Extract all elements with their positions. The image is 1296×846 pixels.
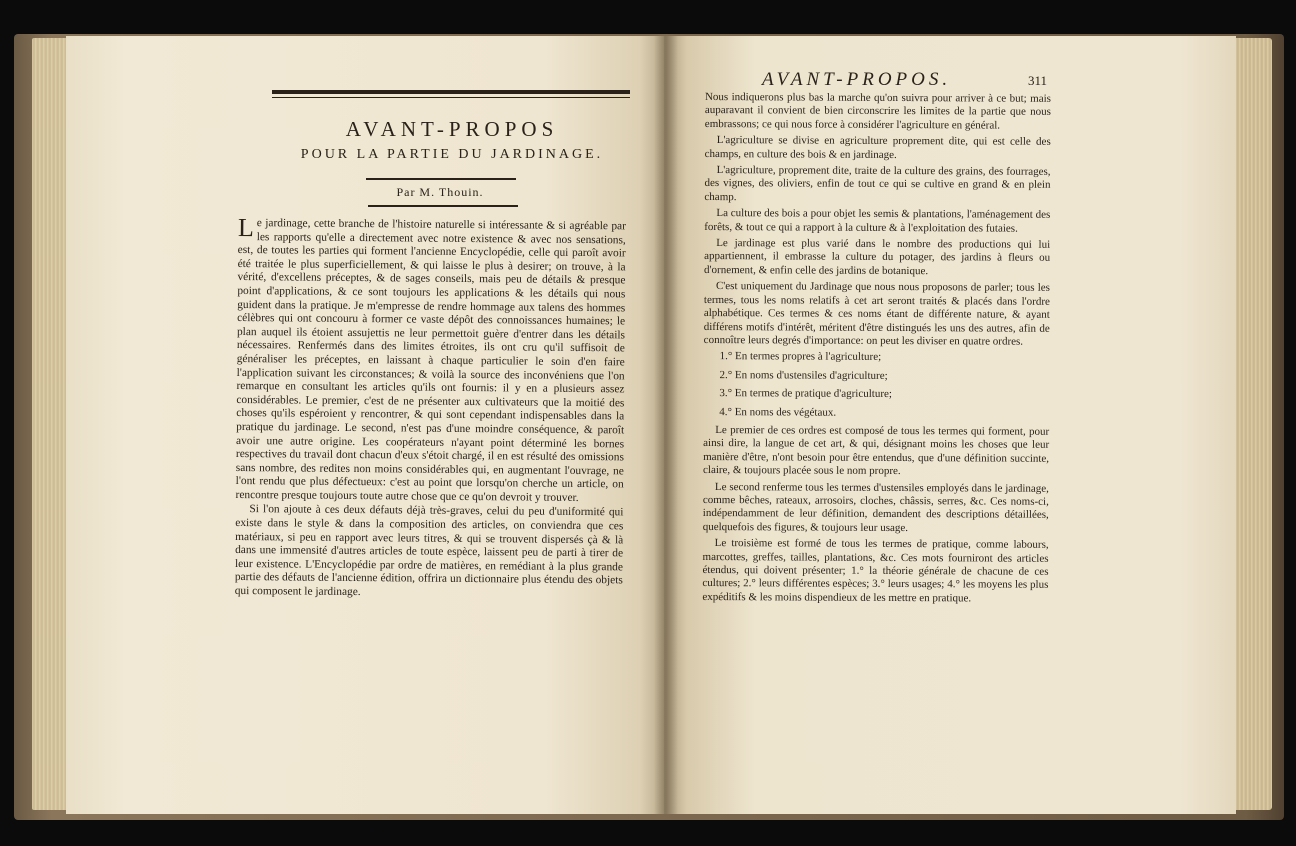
header-rule-thin [272, 97, 630, 98]
left-paragraph-2: Si l'on ajoute à ces deux défauts déjà très-graves, celui du peu d'uniformité qui existe dans le style & dans la composition des articles, on conviendra que ces matériaux, si peu en rapport avec leurs titres, & qui se trouvent dispersés çà & là dans une immensité d'autres articles de toute espèce, laissent peu de parti à tirer de leur existence. L'Encyclopédie par ordre de matières, en remédiant à la plus grande partie des défauts de l'ancienne édition, offrira un dictionnaire plus étendu des objets qui composent le jardinage. [234, 503, 624, 599]
author-rule-top [366, 178, 516, 180]
right-body-text [702, 91, 1051, 609]
right-paragraph-8: Le second renferme tous les termes d'ustensiles employés dans le jardinage, comme bêches, rateaux, arrosoirs, cloches, châssis, serres, &c. Ces noms-ci, indépendamment de leur définition, demandent des descriptions détaillées, quelquefois des figures, & toujours leur usage. [702, 480, 1049, 534]
page-title: AVANT-PROPOS [345, 117, 559, 141]
left-paragraph-1: Le jardinage, cette branche de l'histoire naturelle si intéressante & si agréable par les rapports qu'elle a directement avec notre existence & avec nos sensations, est, de toutes les parties qui forment l'ancienne Encyclopédie, celle qui paroît avoir été traitée le plus superficiellement, & qui laisse le plus à desirer; on trouve, à la vérité, d'excellens préceptes, & de sages conseils, mais peu de détails & presque point d'applications, & ce sont toujours les applications & les détails qui nous guident dans la pratique. Je m'empresse de rendre hommage aux talens des hommes célèbres qui ont concouru à former ce vaste dépôt des connoissances humaines; le plan auquel ils étoient assujettis ne leur permettoit guère d'entrer dans les détails nécessaires. Renfermés dans des limites étroites, ils ont cru qu'il suffisoit de généraliser les préceptes, en laissant à chaque particulier le soin d'en faire l'application suivant les circonstances; & voilà la source des inconvéniens que l'on remarque en consultant les articles qu'ils ont fournis: il y en a plusieurs assez considérables. Le premier, c'est de ne présenter aux cultivateurs que la moitié des choses qu'ils espéroient y rencontrer, & qui sont cependant indispensables dans la pratique du jardinage. Le second, n'est pas d'une moindre conséquence, & paroît avoir une autre origine. Les coopérateurs n'ayant point déterminé les bornes respectives du travail dont chacun d'eux s'étoit chargé, il en est résulté des omissions sans nombre, des redites non moins considérables qui, en augmentant l'ouvrage, ne l'ont rendu que plus défectueux: c'est au point que lorsqu'on cherche un article, on rencontre presque toujours toute autre chose que ce qu'on devroit y trouver. [235, 213, 626, 504]
list-item-2: 2.° En noms d'ustensiles d'agriculture; [719, 368, 888, 382]
right-paragraph-3: L'agriculture, proprement dite, traite de la culture des grains, des fourrages, des vignes, des oliviers, enfin de tout ce qui se cultive en grand & en plein champ. [704, 164, 1051, 204]
drop-cap: L [237, 213, 254, 243]
author-rule-bottom [368, 205, 518, 207]
list-item-4: 4.° En noms des végétaux. [719, 405, 837, 419]
author-line: Par M. Thouin. [396, 185, 484, 199]
header-rule-thick [272, 90, 630, 94]
list-item-3: 3.° En termes de pratique d'agriculture; [719, 387, 892, 401]
right-paragraph-7: Le premier de ces ordres est composé de tous les termes qui forment, pour ainsi dire, la langue de cet art, & qui, désignant moins les choses que leur manière d'être, n'ont besoin pour être entendus, que d'une définition succinte, claire, & toujours placée sous le nom propre. [702, 423, 1050, 478]
right-paragraph-1: Nous indiquerons plus bas la marche qu'on suivra pour arriver à ce but; mais auparavant il convient de bien circonscrire les limites de la partie que nous embrassons; ce qui nous force à considérer l'agriculture en général. [704, 91, 1051, 132]
running-head: AVANT-PROPOS. [762, 69, 952, 90]
page-number: 311 [1028, 73, 1048, 88]
page-subtitle: POUR LA PARTIE DU JARDINAGE. [300, 147, 604, 162]
right-paragraph-5: Le jardinage est plus varié dans le nombre des productions qui lui appartiennent, il embrasse la culture du potager, des jardins à fleurs ou d'ornement, & enfin celle des jardins de botanique. [704, 237, 1051, 278]
list-item-1: 1.° En termes propres à l'agriculture; [719, 350, 882, 364]
right-paragraph-6: C'est uniquement du Jardinage que nous nous proposons de parler; tous les termes, tous les noms relatifs à cet art seront traités & placés dans l'ordre alphabétique. Ces termes & ces noms étant de différente nature, & ayant différens motifs d'intérêt, méritent d'être distingués les uns des autres, afin de connoître leurs degrés d'importance: on peut les diviser en quatre ordres. [703, 280, 1051, 348]
right-paragraph-9: Le troisième est formé de tous les termes de pratique, comme labours, marcottes, greffes, tailles, plantations, &c. Ces mots fourniront des articles étendus, qui doivent présenter; 1.° la théorie générale de chacune de ces cultures; 2.° leurs différentes espèces; 3.° leurs usages; 4.° les moyens les plus expéditifs & les moins dispendieux de les mettre en pratique. [702, 537, 1049, 605]
right-paragraph-2: L'agriculture se divise en agriculture proprement dite, qui est celle des champs, en culture des bois & en jardinage. [704, 134, 1051, 161]
left-body-text [234, 213, 626, 603]
right-paragraph-4: La culture des bois a pour objet les semis & plantations, l'aménagement des forêts, & tout ce qui a rapport à la culture & à l'exploitation des futaies. [704, 207, 1051, 235]
